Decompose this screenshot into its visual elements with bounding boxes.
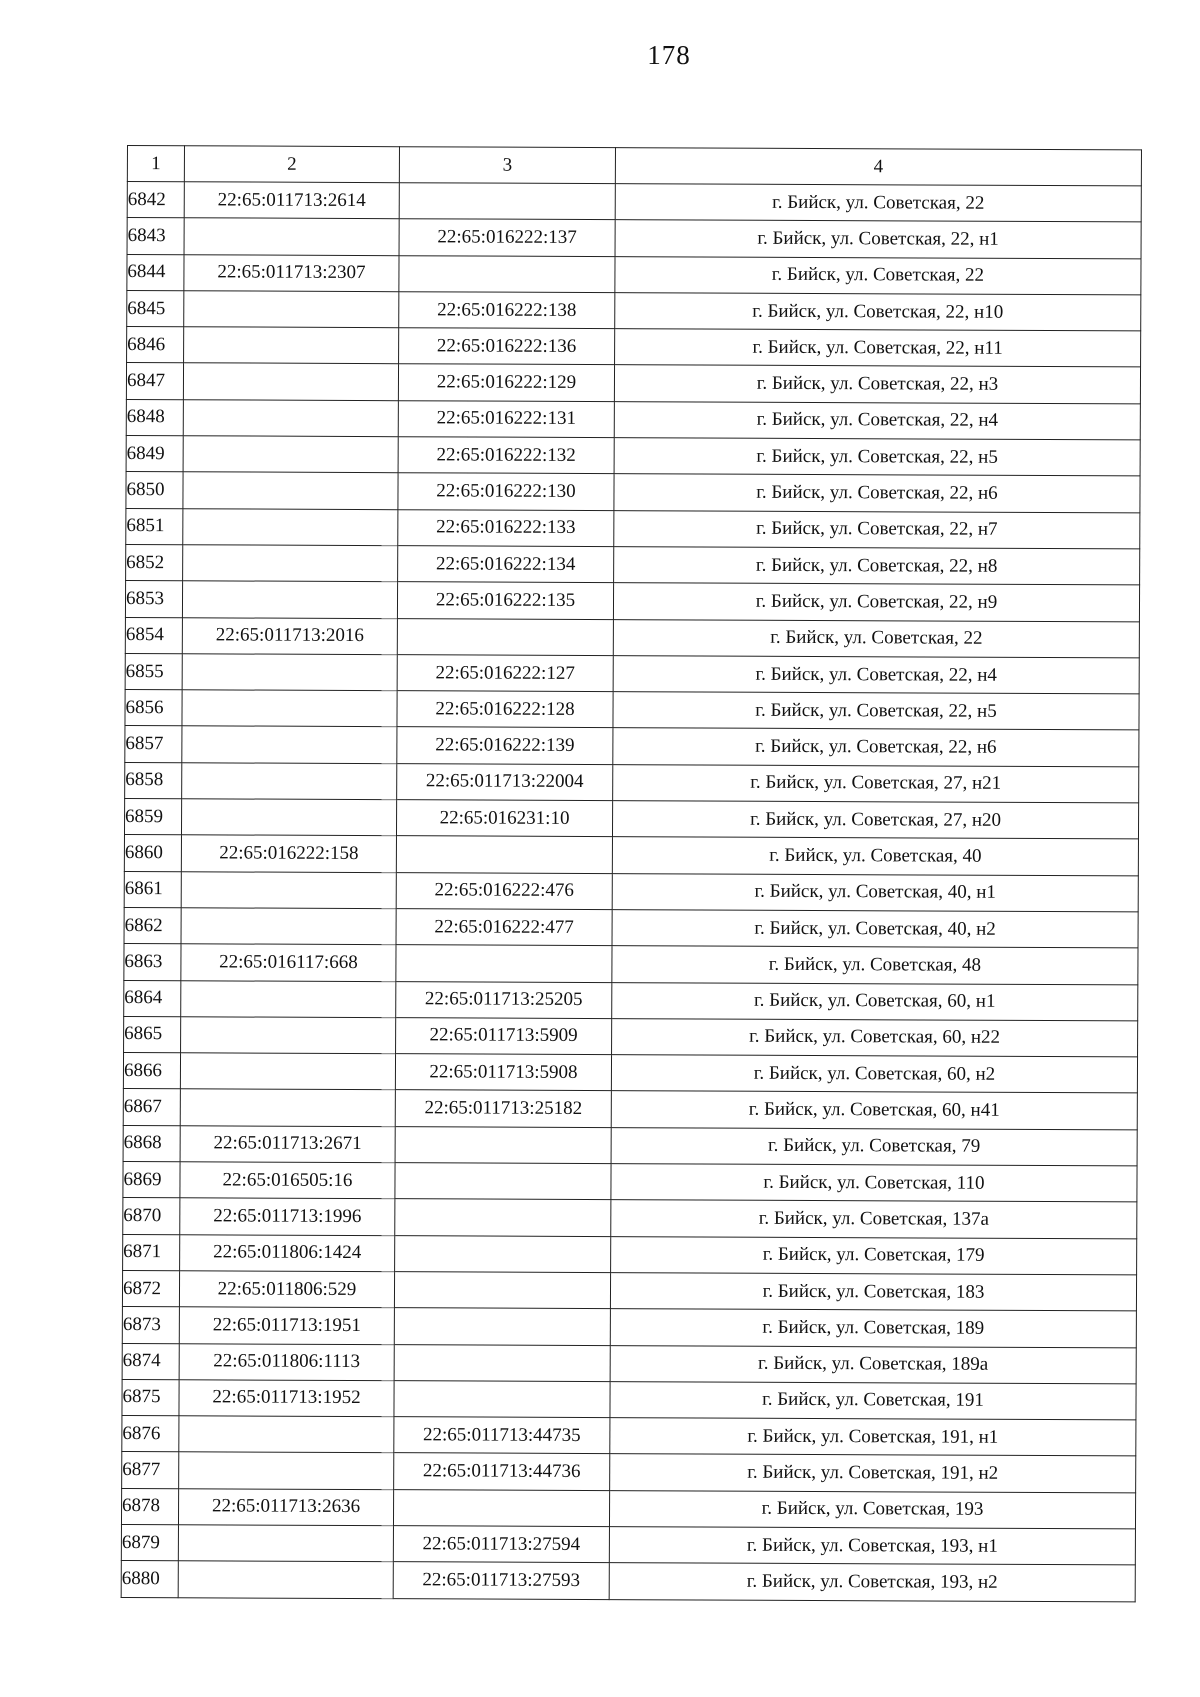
object-cadastral-number-cell: 22:65:011713:44736 bbox=[394, 1453, 610, 1490]
row-number-cell: 6875 bbox=[122, 1379, 179, 1416]
table-row bbox=[124, 1016, 1138, 1057]
cadastral-number-cell bbox=[184, 327, 399, 364]
row-number-cell: 6871 bbox=[123, 1234, 180, 1271]
table-row bbox=[127, 327, 1141, 368]
column-header-4: 4 bbox=[615, 148, 1141, 186]
row-number-cell: 6869 bbox=[123, 1162, 180, 1199]
cadastral-number-cell: 22:65:011713:2016 bbox=[182, 617, 397, 654]
table-row bbox=[123, 1198, 1137, 1239]
cadastral-number-cell: 22:65:011713:2307 bbox=[184, 254, 399, 291]
table-row bbox=[126, 399, 1140, 440]
row-number-cell: 6857 bbox=[125, 726, 182, 763]
table-row bbox=[123, 1089, 1137, 1130]
table-row bbox=[122, 1270, 1136, 1311]
object-cadastral-number-cell: 22:65:016222:132 bbox=[398, 437, 614, 474]
object-cadastral-number-cell bbox=[395, 1163, 611, 1200]
address-cell: г. Бийск, ул. Советская, 22, н6 bbox=[613, 728, 1139, 767]
address-cell: г. Бийск, ул. Советская, 22, н3 bbox=[614, 365, 1140, 404]
address-cell: г. Бийск, ул. Советская, 27, н20 bbox=[612, 801, 1138, 840]
table-row bbox=[123, 1053, 1137, 1094]
column-header-1: 1 bbox=[127, 146, 184, 182]
row-number-cell: 6868 bbox=[123, 1125, 180, 1162]
address-cell: г. Бийск, ул. Советская, 22, н8 bbox=[614, 547, 1140, 586]
cadastral-number-cell bbox=[183, 400, 398, 437]
cadastral-number-cell bbox=[181, 1017, 396, 1054]
cadastral-number-cell: 22:65:011806:529 bbox=[179, 1271, 394, 1308]
cadastral-number-cell bbox=[178, 1561, 393, 1598]
row-number-cell: 6867 bbox=[123, 1089, 180, 1126]
column-header-3: 3 bbox=[399, 147, 615, 184]
cadastral-number-cell: 22:65:011713:1996 bbox=[180, 1198, 395, 1235]
cadastral-number-cell: 22:65:016505:16 bbox=[180, 1162, 395, 1199]
row-number-cell: 6845 bbox=[127, 290, 184, 327]
address-cell: г. Бийск, ул. Советская, 193, н1 bbox=[609, 1527, 1135, 1566]
row-number-cell: 6854 bbox=[125, 617, 182, 654]
cadastral-number-cell: 22:65:011806:1424 bbox=[180, 1234, 395, 1271]
address-cell: г. Бийск, ул. Советская, 110 bbox=[611, 1164, 1137, 1203]
cadastral-number-cell bbox=[179, 1452, 394, 1489]
row-number-cell: 6848 bbox=[126, 399, 183, 436]
table-row bbox=[125, 762, 1139, 803]
address-cell: г. Бийск, ул. Советская, 22 bbox=[615, 184, 1141, 223]
address-cell: г. Бийск, ул. Советская, 193 bbox=[609, 1490, 1135, 1529]
row-number-cell: 6850 bbox=[126, 472, 183, 509]
cadastral-number-cell bbox=[181, 908, 396, 945]
object-cadastral-number-cell: 22:65:011713:5908 bbox=[395, 1054, 611, 1091]
address-cell: г. Бийск, ул. Советская, 22 bbox=[615, 256, 1141, 295]
table-header bbox=[127, 146, 1141, 186]
cadastral-number-cell bbox=[182, 690, 397, 727]
row-number-cell: 6878 bbox=[121, 1488, 178, 1525]
object-cadastral-number-cell: 22:65:016222:136 bbox=[399, 328, 615, 365]
row-number-cell: 6863 bbox=[124, 944, 181, 981]
object-cadastral-number-cell bbox=[394, 1380, 610, 1417]
cadastral-number-cell bbox=[184, 218, 399, 255]
object-cadastral-number-cell bbox=[397, 618, 613, 655]
object-cadastral-number-cell bbox=[393, 1489, 609, 1526]
address-cell: г. Бийск, ул. Советская, 40, н1 bbox=[612, 873, 1138, 912]
object-cadastral-number-cell: 22:65:016222:133 bbox=[398, 509, 614, 546]
table-row bbox=[125, 581, 1139, 622]
object-cadastral-number-cell: 22:65:016222:477 bbox=[396, 909, 612, 946]
address-cell: г. Бийск, ул. Советская, 60, н1 bbox=[612, 982, 1138, 1021]
object-cadastral-number-cell: 22:65:011713:5909 bbox=[396, 1018, 612, 1055]
table-row bbox=[125, 690, 1139, 731]
object-cadastral-number-cell: 22:65:016222:129 bbox=[398, 364, 614, 401]
table-row bbox=[122, 1416, 1136, 1457]
table-body bbox=[121, 182, 1141, 1602]
table-row bbox=[126, 363, 1140, 404]
row-number-cell: 6879 bbox=[121, 1524, 178, 1561]
table-row bbox=[122, 1379, 1136, 1420]
cadastral-number-cell bbox=[183, 545, 398, 582]
object-cadastral-number-cell bbox=[395, 1199, 611, 1236]
object-cadastral-number-cell: 22:65:016222:139 bbox=[397, 727, 613, 764]
row-number-cell: 6855 bbox=[125, 653, 182, 690]
cadastral-number-cell: 22:65:011713:2636 bbox=[178, 1488, 393, 1525]
cadastral-number-cell bbox=[183, 508, 398, 545]
cadastral-number-cell: 22:65:011806:1113 bbox=[179, 1343, 394, 1380]
address-cell: г. Бийск, ул. Советская, 40 bbox=[612, 837, 1138, 876]
object-cadastral-number-cell bbox=[395, 1126, 611, 1163]
address-cell: г. Бийск, ул. Советская, 22, н4 bbox=[614, 401, 1140, 440]
object-cadastral-number-cell: 22:65:011713:27594 bbox=[393, 1526, 609, 1563]
address-cell: г. Бийск, ул. Советская, 183 bbox=[610, 1273, 1136, 1312]
row-number-cell: 6847 bbox=[126, 363, 183, 400]
row-number-cell: 6870 bbox=[123, 1198, 180, 1235]
object-cadastral-number-cell: 22:65:016222:127 bbox=[397, 655, 613, 692]
cadastral-number-cell bbox=[178, 1525, 393, 1562]
object-cadastral-number-cell: 22:65:016222:138 bbox=[399, 292, 615, 329]
object-cadastral-number-cell: 22:65:016222:137 bbox=[399, 219, 615, 256]
cadastral-number-cell bbox=[181, 980, 396, 1017]
row-number-cell: 6856 bbox=[125, 690, 182, 727]
cadastral-number-cell bbox=[182, 654, 397, 691]
object-cadastral-number-cell: 22:65:011713:22004 bbox=[397, 763, 613, 800]
table-row bbox=[127, 254, 1141, 295]
table-row bbox=[126, 544, 1140, 585]
address-cell: г. Бийск, ул. Советская, 60, н22 bbox=[612, 1018, 1138, 1057]
object-cadastral-number-cell bbox=[396, 945, 612, 982]
cadastral-number-cell bbox=[181, 799, 396, 836]
address-cell: г. Бийск, ул. Советская, 22, н5 bbox=[614, 438, 1140, 477]
object-cadastral-number-cell bbox=[395, 1235, 611, 1272]
row-number-cell: 6853 bbox=[125, 581, 182, 618]
table-row bbox=[124, 980, 1138, 1021]
table-row bbox=[126, 508, 1140, 549]
address-cell: г. Бийск, ул. Советская, 22, н1 bbox=[615, 220, 1141, 259]
row-number-cell: 6861 bbox=[124, 871, 181, 908]
object-cadastral-number-cell: 22:65:016222:131 bbox=[398, 400, 614, 437]
table-row bbox=[124, 871, 1138, 912]
row-number-cell: 6844 bbox=[127, 254, 184, 291]
table-row bbox=[124, 835, 1138, 876]
address-cell: г. Бийск, ул. Советская, 189а bbox=[610, 1345, 1136, 1384]
object-cadastral-number-cell: 22:65:011713:25205 bbox=[396, 981, 612, 1018]
object-cadastral-number-cell bbox=[399, 183, 615, 220]
address-cell: г. Бийск, ул. Советская, 191, н2 bbox=[610, 1454, 1136, 1493]
table-row bbox=[124, 799, 1138, 840]
address-cell: г. Бийск, ул. Советская, 40, н2 bbox=[612, 910, 1138, 949]
row-number-cell: 6876 bbox=[122, 1416, 179, 1453]
address-cell: г. Бийск, ул. Советская, 22, н5 bbox=[613, 692, 1139, 731]
table-row bbox=[127, 218, 1141, 259]
address-cell: г. Бийск, ул. Советская, 79 bbox=[611, 1127, 1137, 1166]
address-cell: г. Бийск, ул. Советская, 22, н9 bbox=[613, 583, 1139, 622]
address-cell: г. Бийск, ул. Советская, 60, н2 bbox=[611, 1055, 1137, 1094]
table-row bbox=[124, 944, 1138, 985]
address-cell: г. Бийск, ул. Советская, 27, н21 bbox=[613, 764, 1139, 803]
object-cadastral-number-cell: 22:65:016222:134 bbox=[398, 546, 614, 583]
object-cadastral-number-cell: 22:65:016222:476 bbox=[396, 872, 612, 909]
row-number-cell: 6843 bbox=[127, 218, 184, 255]
cadastral-number-cell: 22:65:011713:2614 bbox=[184, 182, 399, 219]
address-cell: г. Бийск, ул. Советская, 137а bbox=[611, 1200, 1137, 1239]
cadastral-number-cell bbox=[180, 1089, 395, 1126]
row-number-cell: 6862 bbox=[124, 907, 181, 944]
table-row bbox=[123, 1162, 1137, 1203]
address-cell: г. Бийск, ул. Советская, 22, н11 bbox=[615, 329, 1141, 368]
object-cadastral-number-cell: 22:65:011713:44735 bbox=[394, 1417, 610, 1454]
table-row bbox=[121, 1561, 1135, 1602]
object-cadastral-number-cell: 22:65:016222:128 bbox=[397, 691, 613, 728]
object-cadastral-number-cell: 22:65:011713:27593 bbox=[393, 1562, 609, 1599]
cadastral-number-cell bbox=[180, 1053, 395, 1090]
object-cadastral-number-cell: 22:65:016231:10 bbox=[396, 800, 612, 837]
object-cadastral-number-cell: 22:65:011713:25182 bbox=[395, 1090, 611, 1127]
cadastral-number-cell bbox=[182, 762, 397, 799]
address-cell: г. Бийск, ул. Советская, 48 bbox=[612, 946, 1138, 985]
object-cadastral-number-cell bbox=[394, 1344, 610, 1381]
row-number-cell: 6851 bbox=[126, 508, 183, 545]
row-number-cell: 6865 bbox=[124, 1016, 181, 1053]
address-cell: г. Бийск, ул. Советская, 189 bbox=[610, 1309, 1136, 1348]
table-row bbox=[122, 1343, 1136, 1384]
row-number-cell: 6859 bbox=[124, 799, 181, 836]
row-number-cell: 6866 bbox=[123, 1053, 180, 1090]
row-number-cell: 6858 bbox=[125, 762, 182, 799]
address-cell: г. Бийск, ул. Советская, 22, н10 bbox=[615, 293, 1141, 332]
cadastral-number-cell bbox=[183, 436, 398, 473]
row-number-cell: 6852 bbox=[126, 544, 183, 581]
address-cell: г. Бийск, ул. Советская, 22, н7 bbox=[614, 510, 1140, 549]
table-row bbox=[124, 907, 1138, 948]
cadastral-number-cell bbox=[183, 472, 398, 509]
cadastral-number-cell bbox=[184, 291, 399, 328]
row-number-cell: 6846 bbox=[127, 327, 184, 364]
page-number: 178 bbox=[647, 40, 691, 70]
table-row bbox=[125, 617, 1139, 658]
address-cell: г. Бийск, ул. Советская, 22 bbox=[613, 619, 1139, 658]
row-number-cell: 6877 bbox=[122, 1452, 179, 1489]
row-number-cell: 6864 bbox=[124, 980, 181, 1017]
column-header-2: 2 bbox=[184, 146, 399, 183]
address-cell: г. Бийск, ул. Советская, 179 bbox=[611, 1236, 1137, 1275]
row-number-cell: 6842 bbox=[127, 182, 184, 219]
row-number-cell: 6880 bbox=[121, 1561, 178, 1598]
table-row bbox=[122, 1307, 1136, 1348]
table-row bbox=[123, 1125, 1137, 1166]
table-row bbox=[122, 1452, 1136, 1493]
row-number-cell: 6873 bbox=[122, 1307, 179, 1344]
object-cadastral-number-cell: 22:65:016222:130 bbox=[398, 473, 614, 510]
row-number-cell: 6872 bbox=[122, 1270, 179, 1307]
cadastral-number-cell: 22:65:016222:158 bbox=[181, 835, 396, 872]
row-number-cell: 6874 bbox=[122, 1343, 179, 1380]
cadastral-number-cell bbox=[183, 363, 398, 400]
address-cell: г. Бийск, ул. Советская, 22, н6 bbox=[614, 474, 1140, 513]
header-row bbox=[127, 146, 1141, 186]
cadastral-number-cell bbox=[181, 871, 396, 908]
address-cell: г. Бийск, ул. Советская, 193, н2 bbox=[609, 1563, 1135, 1602]
cadastral-number-cell: 22:65:011713:1951 bbox=[179, 1307, 394, 1344]
table-row bbox=[125, 653, 1139, 694]
cadastral-number-cell bbox=[179, 1416, 394, 1453]
cadastral-number-cell: 22:65:011713:1952 bbox=[179, 1380, 394, 1417]
address-cell: г. Бийск, ул. Советская, 191 bbox=[610, 1381, 1136, 1420]
table-row bbox=[127, 290, 1141, 331]
table-row bbox=[123, 1234, 1137, 1275]
table-row bbox=[121, 1488, 1135, 1529]
object-cadastral-number-cell bbox=[399, 255, 615, 292]
registry-table bbox=[121, 145, 1142, 1602]
cadastral-number-cell bbox=[182, 581, 397, 618]
object-cadastral-number-cell: 22:65:016222:135 bbox=[397, 582, 613, 619]
table-row bbox=[125, 726, 1139, 767]
address-cell: г. Бийск, ул. Советская, 22, н4 bbox=[613, 655, 1139, 694]
cadastral-number-cell: 22:65:016117:668 bbox=[181, 944, 396, 981]
address-cell: г. Бийск, ул. Советская, 191, н1 bbox=[610, 1418, 1136, 1457]
address-cell: г. Бийск, ул. Советская, 60, н41 bbox=[611, 1091, 1137, 1130]
object-cadastral-number-cell bbox=[396, 836, 612, 873]
row-number-cell: 6860 bbox=[124, 835, 181, 872]
table-row bbox=[126, 436, 1140, 477]
object-cadastral-number-cell bbox=[394, 1308, 610, 1345]
row-number-cell: 6849 bbox=[126, 436, 183, 473]
cadastral-number-cell bbox=[182, 726, 397, 763]
table-row bbox=[127, 182, 1141, 223]
object-cadastral-number-cell bbox=[394, 1272, 610, 1309]
table-row bbox=[126, 472, 1140, 513]
cadastral-number-cell: 22:65:011713:2671 bbox=[180, 1125, 395, 1162]
table-row bbox=[121, 1524, 1135, 1565]
